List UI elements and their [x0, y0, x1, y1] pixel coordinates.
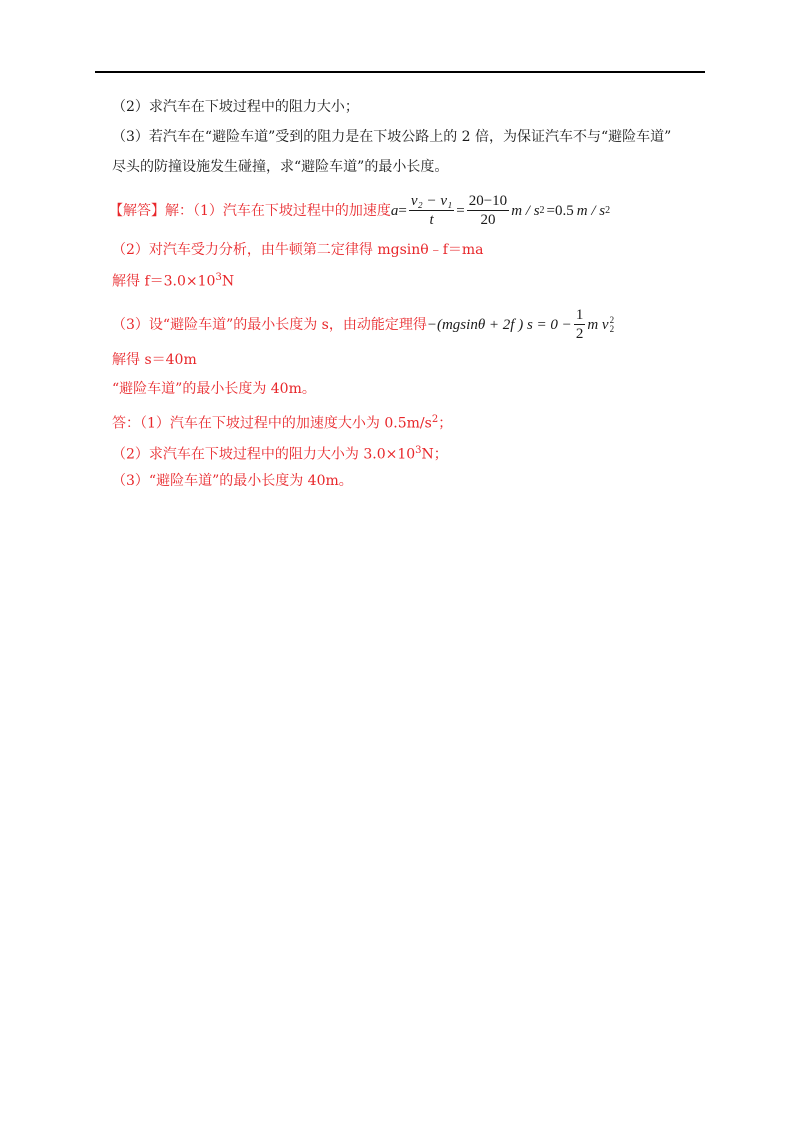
eq1-fraction-1-numerator: v₂ − v₁ — [410, 193, 453, 209]
answer-part-3 — [112, 306, 614, 343]
eq3-lhs: −(mgsinθ + 2f ) s = 0 − — [426, 316, 572, 333]
answer-part-3-conclusion: “避险车道”的最小长度为 40m。 — [112, 381, 316, 397]
acceleration-equation — [391, 192, 610, 229]
question-part-3-line-2: 尽头的防撞设施发生碰撞，求“避险车道”的最小长度。 — [112, 159, 449, 175]
answer-part-3-intro: （3）设“避险车道”的最小长度为 s，由动能定理得 — [112, 316, 427, 333]
eq3-superscript: 2 — [609, 314, 615, 325]
final-answer-1-end: ； — [438, 415, 453, 432]
answer-tag: 【解答】 — [109, 202, 165, 219]
answer-part-2-solve-unit: N — [221, 273, 235, 290]
eq3-subscript: 2 — [609, 323, 615, 334]
answer-part-2-solve-exponent: 3 — [215, 272, 222, 283]
question-part-2: （2）求汽车在下坡过程中的阻力大小； — [112, 99, 359, 115]
final-answer-2-text: （2）求汽车在下坡过程中的阻力大小为 3.0×10 — [112, 446, 416, 463]
eq1-unit-2: m / s — [576, 202, 606, 219]
eq1-fraction-1 — [409, 192, 454, 229]
final-answer-1-exponent: 2 — [431, 414, 439, 425]
answer-part-2-solve — [112, 268, 234, 292]
eq1-equals: = — [398, 202, 407, 219]
header-rule — [95, 71, 705, 73]
eq1-fraction-2-denominator: 20 — [480, 212, 496, 228]
eq1-unit-exponent: 2 — [539, 204, 545, 216]
eq3-fraction-denominator: 2 — [575, 326, 584, 342]
answer-part-1 — [109, 192, 610, 229]
eq1-equals-2: = — [456, 202, 465, 219]
answer-part-1-intro: 解：（1）汽车在下坡过程中的加速度 — [165, 202, 391, 219]
eq1-unit-2-exponent: 2 — [605, 204, 611, 216]
eq1-result: =0.5 — [546, 202, 574, 219]
final-answer-2-end: N； — [421, 446, 448, 463]
question-part-3-line-1: （3）若汽车在“避险车道”受到的阻力是在下坡公路上的 2 倍，为保证汽车不与“避险车道” — [112, 129, 672, 145]
final-answer-3: （3）“避险车道”的最小长度为 40m。 — [112, 473, 353, 489]
answer-part-2: （2）对汽车受力分析，由牛顿第二定律得 mgsinθ﹣f＝ma — [112, 242, 484, 258]
eq1-fraction-1-denominator: t — [429, 212, 434, 228]
final-answer-2 — [112, 441, 448, 465]
eq3-rhs: m v — [587, 316, 609, 333]
eq3-fraction — [574, 306, 586, 343]
eq1-fraction-2-numerator: 20−10 — [468, 193, 508, 209]
answer-part-3-solve: 解得 s＝40m — [112, 352, 197, 368]
eq1-unit: m / s — [511, 202, 540, 219]
eq3-fraction-numerator: 1 — [575, 307, 584, 323]
eq3-scripts — [610, 316, 615, 334]
final-answer-1 — [112, 410, 452, 434]
energy-equation — [427, 306, 614, 343]
answer-part-2-solve-text: 解得 f＝3.0×10 — [112, 273, 216, 290]
eq1-fraction-2 — [467, 192, 509, 229]
final-answer-1-text: 答：（1）汽车在下坡过程中的加速度大小为 0.5m/s — [112, 415, 432, 432]
eq1-a: a — [390, 202, 399, 219]
final-answer-2-exponent: 3 — [415, 445, 422, 456]
